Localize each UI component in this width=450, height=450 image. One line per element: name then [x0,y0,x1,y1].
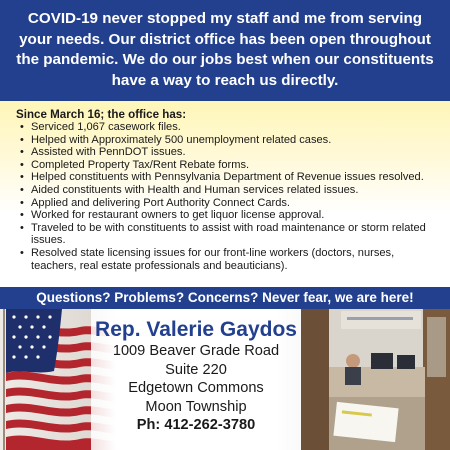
activity-item: • Worked for restaurant owners to get liquor license approval. [20,209,440,222]
contact-section [0,309,450,450]
address-street: 1009 Beaver Grade Road [112,343,280,359]
banner-line: COVID-19 never stopped my staff and me from serving [27,10,423,27]
address-building: Edgetown Commons [128,380,264,397]
district-office-photo [301,309,450,450]
activity-item: • Helped constituents with Pennsylvania Department of Revenue issues resolved. [20,171,440,184]
activity-item: • Resolved state licensing issues for our front-line workers (doctors, nurses, teachers, real estate professionals and beauticians). [20,247,440,272]
address-township: Moon Township [145,398,247,415]
banner-line: your needs. Our district office has been open throughout [19,30,431,48]
activity-item: • Applied and delivering Port Authority Connect Cards. [20,197,440,210]
activity-item: • Serviced 1,067 casework files. [20,121,440,134]
activity-item: • Helped with Approximately 500 unemployment related cases. [20,134,440,147]
activity-item: • Completed Property Tax/Rent Rebate forms. [20,159,440,172]
covid-message-banner [0,0,450,101]
banner-line: the pandemic. We do our jobs best when our constituents [16,51,434,68]
office-photo-icon [301,309,450,450]
address-suite: Suite 220 [165,361,227,378]
activities-list [20,121,440,272]
activities-heading: Since March 16; the office has: [16,108,187,121]
questions-bar: Questions? Problems? Concerns? Never fear, we are here! [0,287,450,309]
banner-line: have a way to reach us directly. [111,71,339,89]
representative-name: Rep. Valerie Gaydos [95,318,297,341]
activities-section [0,101,450,287]
contact-card [91,309,301,450]
activity-item: • Traveled to be with constituents to assist with road maintenance or storm related issues. [20,222,440,247]
phone-number: Ph: 412-262-3780 [136,417,256,434]
activity-item: • Assisted with PennDOT issues. [20,146,440,159]
activity-item: • Aided constituents with Health and Human services related issues. [20,184,440,197]
